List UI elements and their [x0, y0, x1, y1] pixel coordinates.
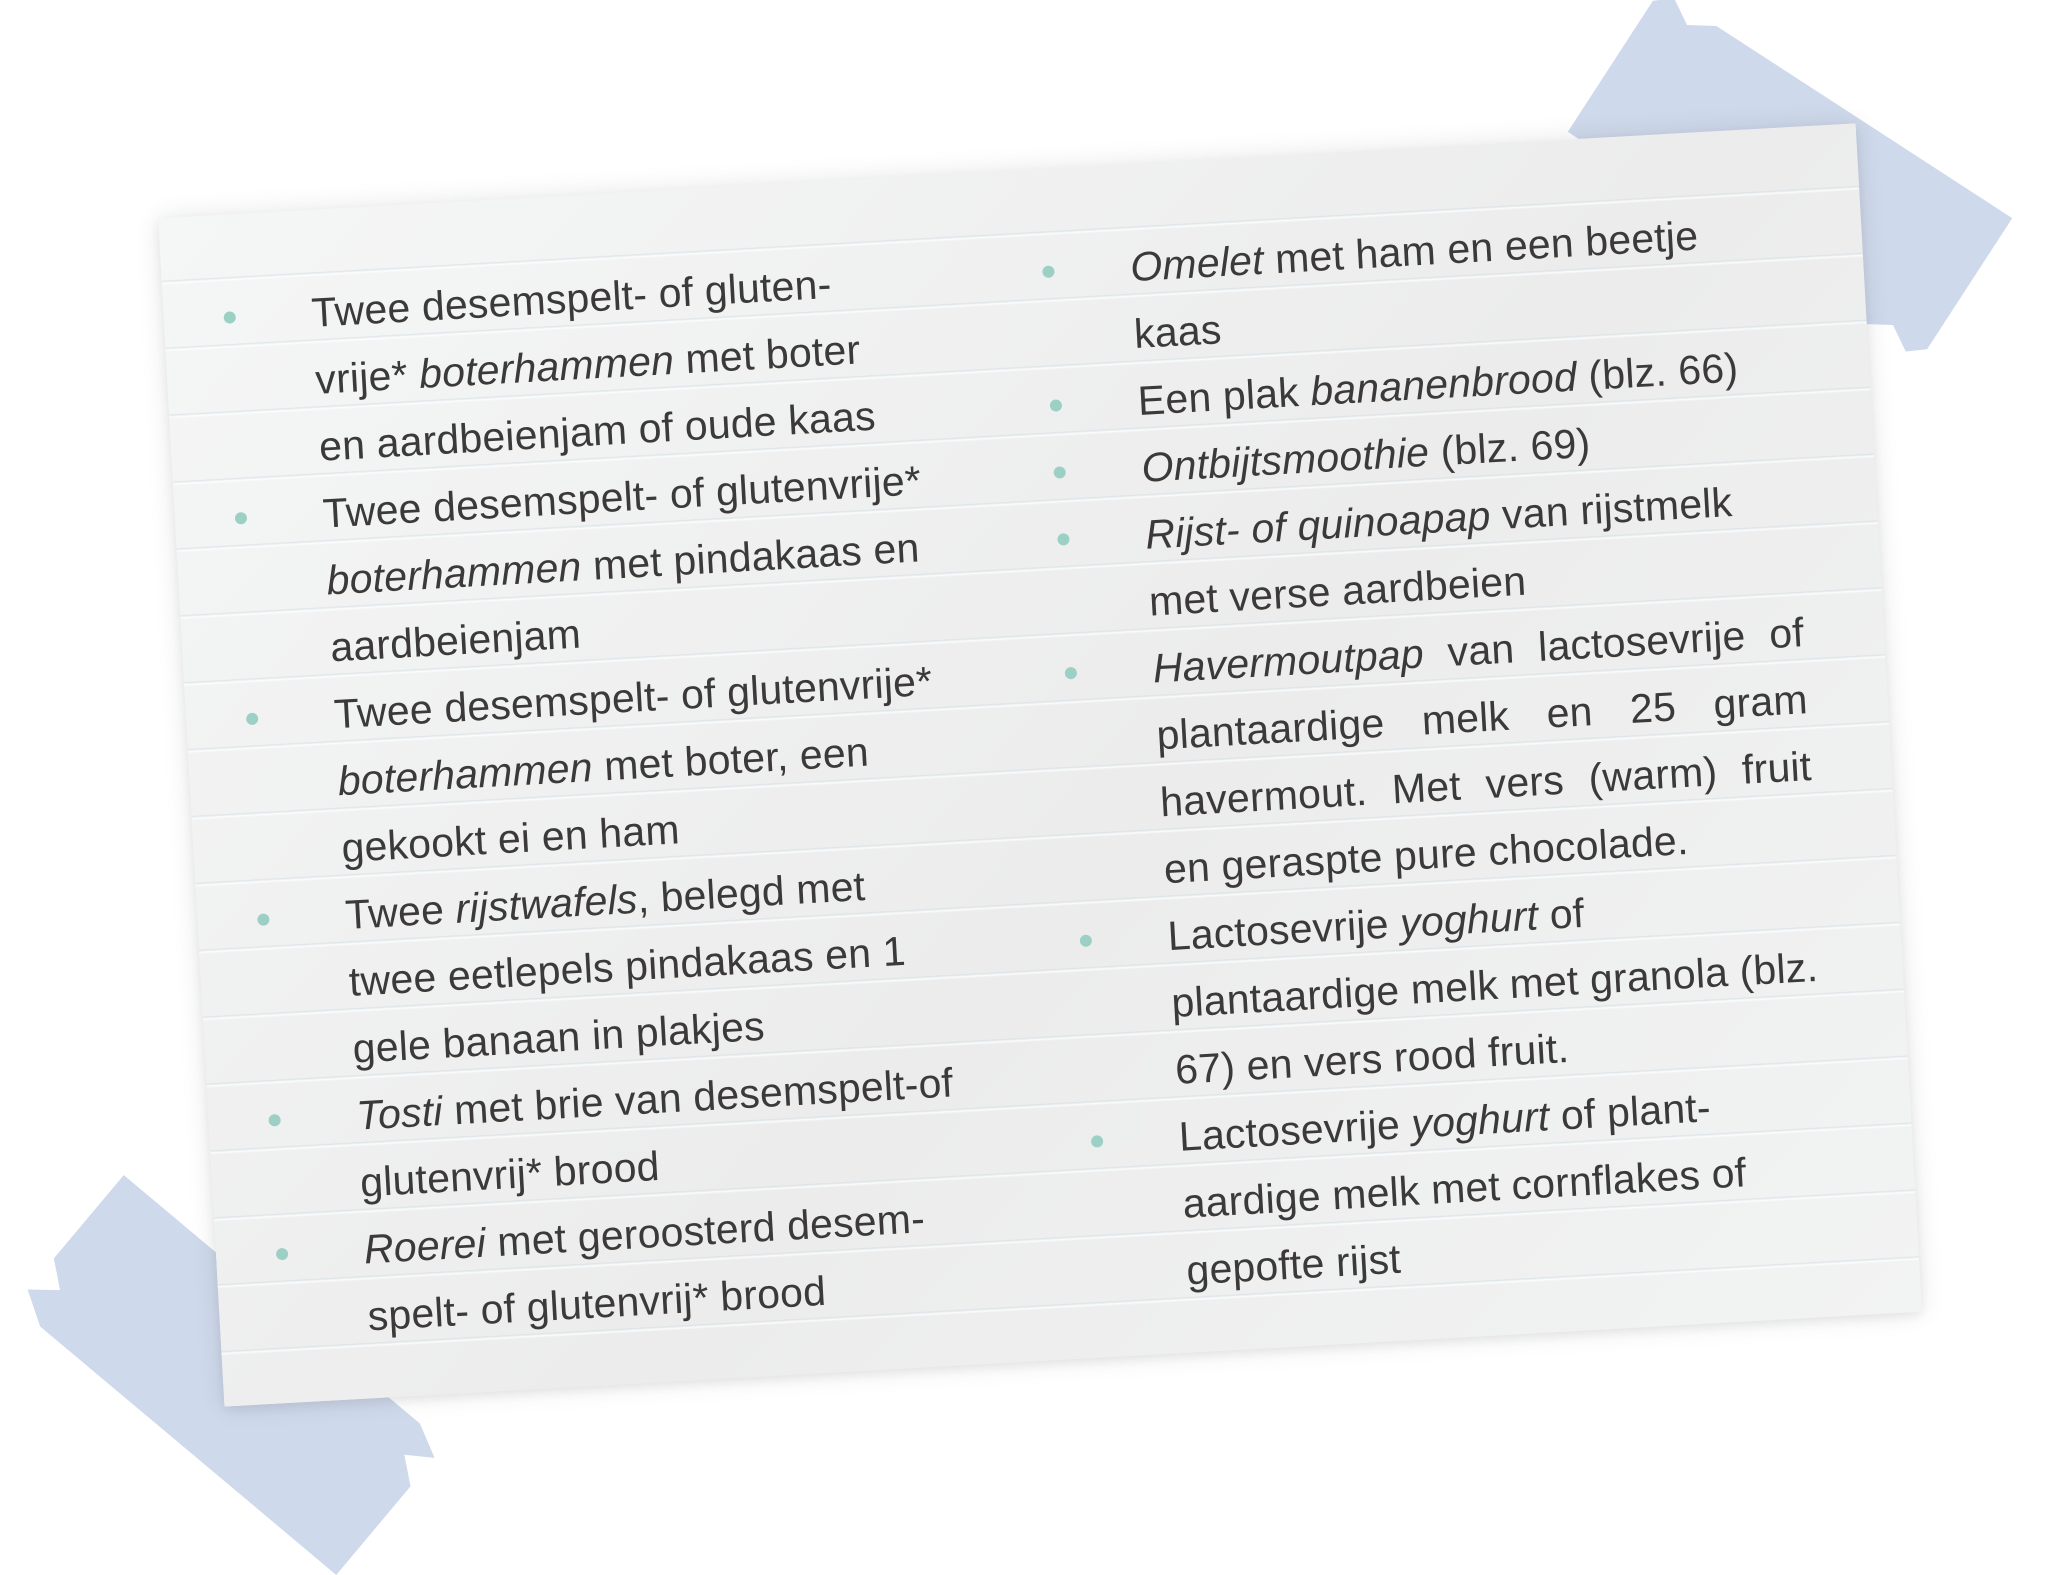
item-text: Twee desemspelt- of glutenvrije* [321, 457, 923, 537]
list-item [222, 246, 922, 485]
bullet-icon [257, 913, 270, 926]
bullet-icon [1050, 399, 1063, 412]
bullet-icon [276, 1248, 289, 1261]
item-text: met boter, een gekookt ei en ham [340, 728, 870, 872]
left-breakfast-list [222, 246, 971, 1355]
bullet-icon [1057, 533, 1070, 546]
item-text: Twee [344, 885, 457, 938]
item-text: (blz. 69) [1427, 419, 1592, 475]
bullet-icon [1053, 466, 1066, 479]
item-text-italic: Ontbijtsmoothie [1140, 428, 1431, 491]
item-text-italic: boterhammen [336, 744, 594, 805]
list-item [244, 648, 944, 887]
bullet-icon [1042, 265, 1055, 278]
bullet-icon [1080, 934, 1093, 947]
right-breakfast-list [1041, 198, 1840, 1310]
item-text: of plantaardige melk met granola (blz. 67) en vers rood fruit. [1170, 889, 1820, 1093]
item-text: met boter en aardbeienjam of oude kaas [317, 326, 877, 470]
item-text: met ham en een beetje kaas [1132, 212, 1700, 358]
item-text-italic: Havermoutpap [1151, 630, 1425, 692]
item-text-italic: yoghurt [1398, 892, 1540, 947]
item-text: Een plak [1136, 368, 1312, 424]
item-text: van rijstmelk met verse aardbeien [1147, 478, 1734, 625]
item-text: met pindakaas en aardbeienjam [329, 524, 921, 671]
item-text: van lactosevrije of plantaardige melk en 25 gram havermout. Met vers (warm) fruit en geraspte pure chocolade. [1155, 609, 1813, 893]
bullet-icon [1091, 1135, 1104, 1148]
item-text: Twee desemspelt- of glutenvrije* [332, 657, 934, 738]
list-item [256, 848, 956, 1087]
list-item [1078, 867, 1828, 1109]
item-text-italic: boterhammen [417, 336, 676, 398]
item-text-italic: yoghurt [1410, 1093, 1551, 1147]
item-text: (blz. 66) [1575, 344, 1740, 400]
item-text: met geroosterd desem-spelt- of glutenvrij* brood [366, 1195, 927, 1340]
breakfast-note-card [158, 123, 1922, 1406]
bullet-icon [268, 1114, 281, 1127]
list-item [233, 447, 933, 686]
bullet-icon [235, 512, 248, 525]
item-text-italic: Roerei [362, 1219, 488, 1273]
list-item [1063, 599, 1817, 908]
item-text-italic: Rijst- of quinoapap [1144, 492, 1492, 558]
bullet-icon [1065, 667, 1078, 680]
item-text: , belegd met twee eetlepels pindakaas en 1 gele banaan in plakjes [347, 862, 907, 1072]
list-item [1089, 1067, 1839, 1309]
item-text-italic: boterhammen [325, 543, 583, 604]
item-text-italic: Omelet [1129, 236, 1265, 291]
item-text: of plant-aardige melk met cornflakes of gepofte rijst [1181, 1084, 1748, 1294]
item-text: Twee desemspelt- of gluten-vrije* [310, 260, 833, 403]
item-text: met brie van desemspelt-of glutenvrij* brood [358, 1059, 955, 1206]
item-text-italic: rijstwafels [454, 875, 639, 932]
item-text: Lactosevrije [1166, 900, 1402, 960]
bullet-icon [246, 713, 259, 726]
item-text-italic: Tosti [355, 1087, 444, 1139]
bullet-icon [223, 311, 236, 324]
item-text: Lactosevrije [1177, 1100, 1413, 1160]
item-text-italic: bananenbrood [1309, 353, 1579, 415]
